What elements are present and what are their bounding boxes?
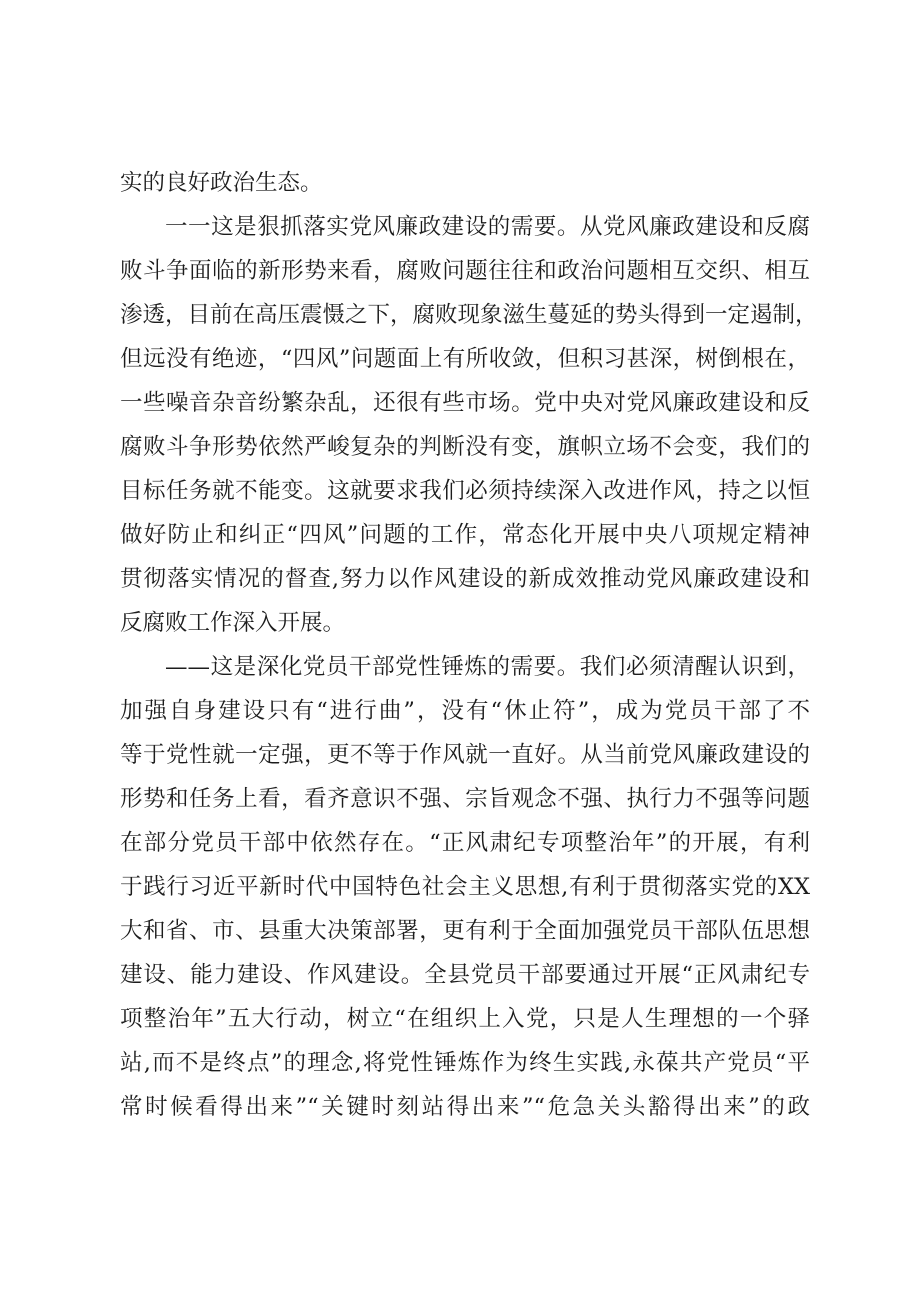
paragraph-line: 目标任务就不能变。这就要求我们必须持续深入改进作风，持之以恒: [120, 478, 810, 504]
paragraph-line: 反腐败工作深入开展。: [120, 610, 346, 636]
paragraph-line: 项整治年”五大行动，树立“在组织上入党，只是人生理想的一个驿: [120, 1006, 810, 1032]
paragraph-line: 大和省、市、县重大决策部署，更有利于全面加强党员干部队伍思想: [120, 918, 810, 944]
paragraph-line: 于践行习近平新时代中国特色社会主义思想,有利于贯彻落实党的XX: [120, 874, 810, 900]
paragraph-line: 渗透，目前在高压震慑之下，腐败现象滋生蔓延的势头得到一定遏制，: [120, 302, 818, 328]
paragraph-line: ——这是深化党员干部党性锤炼的需要。我们必须清醒认识到，: [165, 654, 810, 680]
paragraph-line: 站,而不是终点”的理念,将党性锤炼作为终生实践,永葆共产党员“平: [120, 1050, 810, 1076]
paragraph-line: 形势和任务上看，看齐意识不强、宗旨观念不强、执行力不强等问题: [120, 786, 810, 812]
paragraph-line: 一些噪音杂音纷繁杂乱，还很有些市场。党中央对党风廉政建设和反: [120, 390, 810, 416]
paragraph-line: 常时候看得出来”“关键时刻站得出来”“危急关头豁得出来”的政: [120, 1094, 810, 1120]
paragraph-line: 贯彻落实情况的督查,努力以作风建设的新成效推动党风廉政建设和: [120, 566, 810, 592]
paragraph-line: 腐败斗争形势依然严峻复杂的判断没有变，旗帜立场不会变，我们的: [120, 434, 810, 460]
paragraph-line: 败斗争面临的新形势来看，腐败问题往往和政治问题相互交织、相互: [120, 258, 810, 284]
paragraph-line: 建设、能力建设、作风建设。全县党员干部要通过开展“正风肃纪专: [120, 962, 810, 988]
paragraph-line: 加强自身建设只有“进行曲”，没有“休止符”，成为党员干部了不: [120, 698, 810, 724]
paragraph-line: 但远没有绝迹，“四风”问题面上有所收敛，但积习甚深，树倒根在，: [120, 346, 810, 372]
paragraph-line: 在部分党员干部中依然存在。“正风肃纪专项整治年”的开展，有利: [120, 830, 810, 856]
paragraph-line: 等于党性就一定强，更不等于作风就一直好。从当前党风廉政建设的: [120, 742, 810, 768]
paragraph-line: 一一这是狠抓落实党风廉政建设的需要。从党风廉政建设和反腐: [165, 214, 810, 240]
paragraph-line: 实的良好政治生态。: [120, 170, 323, 196]
paragraph-line: 做好防止和纠正“四风”问题的工作，常态化开展中央八项规定精神: [120, 522, 810, 548]
